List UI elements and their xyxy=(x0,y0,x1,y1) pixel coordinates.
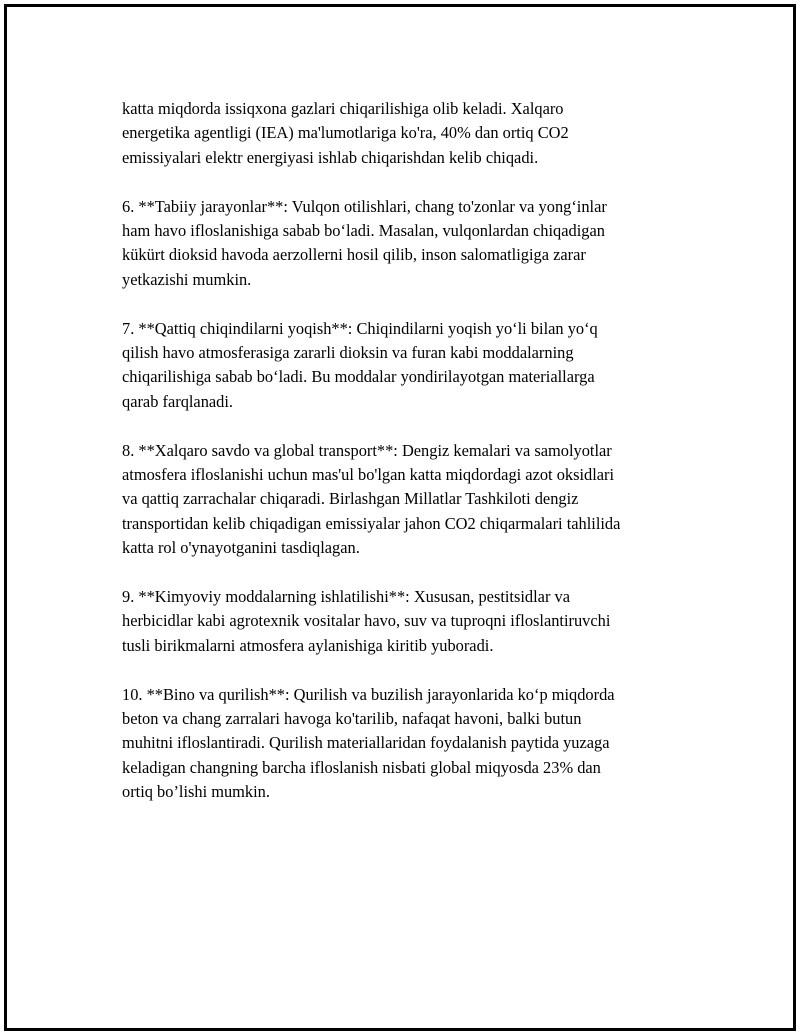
document-body xyxy=(122,97,702,829)
page-frame xyxy=(4,4,796,1031)
paragraph-continuation: katta miqdorda issiqxona gazlari chiqarilishiga olib keladi. Xalqaro energetika agentligi (IEA) ma'lumotlariga ko'ra, 40% dan ortiq CO2 emissiyalari elektr energiyasi ishlab chiqarishdan kelib chiqadi. xyxy=(122,99,569,167)
paragraph-item-6: 6. **Tabiiy jarayonlar**: Vulqon otilishlari, chang to'zonlar va yong‘inlar ham havo ifloslanishiga sabab bo‘ladi. Masalan, vulqonlardan chiqadigan kükürt dioksid havoda aerzollerni hosil qilib, inson salomatligiga zarar yetkazishi mumkin. xyxy=(122,196,607,289)
paragraph-item-8: 8. **Xalqaro savdo va global transport**: Dengiz kemalari va samolyotlar atmosfera ifloslanishi uchun mas'ul bo'lgan katta miqdordagi azot oksidlari va qattiq zarrachalar chiqaradi. Birlashgan Millatlar Tashkiloti dengiz transportidan kelib chiqadigan emissiyalar jahon CO2 chiqarmalari tahlilida katta rol o'ynayotganini tasdiqlagan. xyxy=(122,440,621,558)
paragraph-item-7: 7. **Qattiq chiqindilarni yoqish**: Chiqindilarni yoqish yo‘li bilan yo‘q qilish havo atmosferasiga zararli dioksin va furan kabi moddalarning chiqarilishiga sabab bo‘ladi. Bu moddalar yondirilayotgan materiallarga qarab farqlanadi. xyxy=(122,318,598,411)
paragraph-item-9: 9. **Kimyoviy moddalarning ishlatilishi**: Xususan, pestitsidlar va herbicidlar kabi agrotexnik vositalar havo, suv va tuproqni ifloslantiruvchi tusli birikmalarni atmosfera aylanishiga kiritib yuboradi. xyxy=(122,587,611,655)
paragraph-item-10: 10. **Bino va qurilish**: Qurilish va buzilish jarayonlarida ko‘p miqdorda beton va chang zarralari havoga ko'tarilib, nafaqat havoni, balki butun muhitni ifloslantiradi. Qurilish materiallaridan foydalanish paytida yuzaga keladigan changning barcha ifloslanish nisbati global miqyosda 23% dan ortiq bo’lishi mumkin. xyxy=(122,684,615,802)
